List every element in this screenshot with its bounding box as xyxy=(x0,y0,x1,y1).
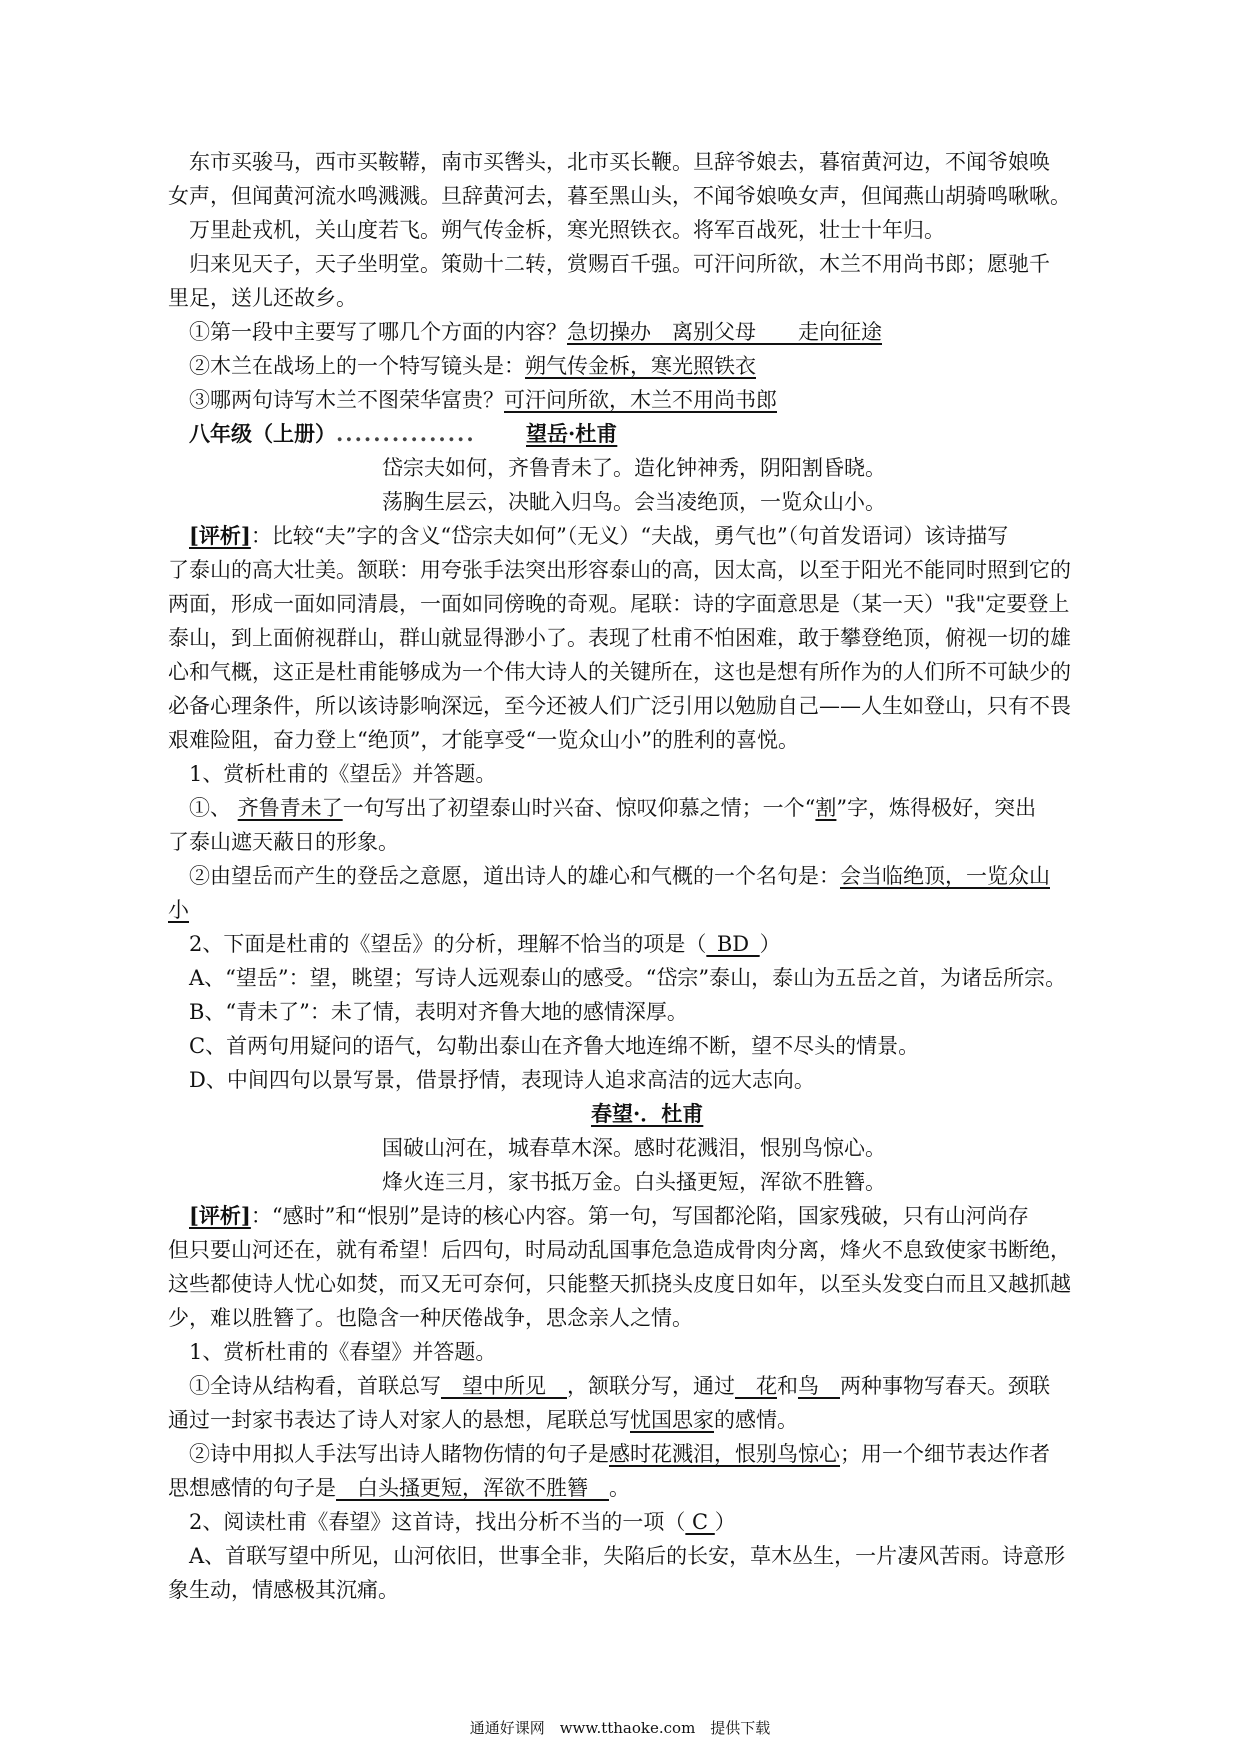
question-prefix: ①、 xyxy=(189,796,231,820)
chunwang-task-1: 1、赏析杜甫的《春望》并答题。 xyxy=(189,1340,497,1364)
wangyue-task-1-q1 xyxy=(189,793,1036,823)
question-text: ③哪两句诗写木兰不图荣华富贵？ xyxy=(189,388,504,412)
poem-line-2: 荡胸生层云，决眦入归鸟。会当凌绝顶，一览众山小。 xyxy=(382,490,886,514)
question-text: ②木兰在战场上的一个特写镜头是： xyxy=(189,354,525,378)
question-text: ，颔联分写，通过 xyxy=(567,1374,735,1398)
question-text: ） xyxy=(714,1510,736,1534)
question-continuation xyxy=(168,1405,798,1435)
analysis-line: 心和气概，这正是杜甫能够成为一个伟大诗人的关键所在，这也是想有所作为的人们所不可缺少的 xyxy=(168,660,1071,684)
answer-text: 齐鲁青未了 xyxy=(237,796,343,820)
answer-text: C xyxy=(685,1510,715,1534)
poem-line-1: 岱宗夫如何，齐鲁青未了。造化钟神秀，阴阳割昏晓。 xyxy=(382,456,886,480)
chunwang-task-1-q1 xyxy=(189,1371,1050,1401)
analysis-line: 但只要山河还在，就有希望！后四句，时局动乱国事危急造成骨肉分离，烽火不息致使家书断绝， xyxy=(168,1238,1071,1262)
question-text: 的感情。 xyxy=(714,1408,798,1432)
question-text: ②由望岳而产生的登岳之意愿，道出诗人的雄心和气概的一个名句是： xyxy=(189,864,840,888)
chunwang-title: 春望·．杜甫 xyxy=(591,1101,704,1126)
question-text: 2、阅读杜甫《春望》这首诗，找出分析不当的一项（ xyxy=(189,1510,686,1534)
analysis-line: 少，难以胜簪了。也隐含一种厌倦战争，思念亲人之情。 xyxy=(168,1306,693,1330)
analysis-line: 这些都使诗人忧心如焚，而又无可奈何，只能整天抓挠头皮度日如年，以至头发变白而且又越抓越 xyxy=(168,1272,1071,1296)
question-text: ①第一段中主要写了哪几个方面的内容？ xyxy=(189,320,567,344)
question-continuation xyxy=(168,1473,630,1503)
analysis-tag: [评析] xyxy=(189,523,251,548)
option-b: B、“青未了”：未了情，表明对齐鲁大地的感情深厚。 xyxy=(189,1000,688,1024)
poem-line-1: 国破山河在，城春草木深。感时花溅泪，恨别鸟惊心。 xyxy=(382,1136,886,1160)
analysis-line: 两面，形成一面如同清晨，一面如同傍晚的奇观。尾联：诗的字面意思是（某一天）"我"定要登上 xyxy=(168,592,1070,616)
mulan-question-3 xyxy=(189,385,777,415)
mulan-paragraph-3: 归来见天子，天子坐明堂。策勋十二转，赏赐百千强。可汗问所欲，木兰不用尚书郎；愿驰千 xyxy=(189,252,1050,276)
mulan-question-2 xyxy=(189,351,756,381)
poem-line-2: 烽火连三月，家书抵万金。白头搔更短，浑欲不胜簪。 xyxy=(382,1170,886,1194)
wangyue-task-1: 1、赏析杜甫的《望岳》并答题。 xyxy=(189,762,497,786)
analysis-tag: [评析] xyxy=(189,1203,251,1228)
option-c: C、首两句用疑问的语气，勾勒出泰山在齐鲁大地连绵不断，望不尽头的情景。 xyxy=(189,1034,920,1058)
question-text: 两种事物写春天。颈联 xyxy=(840,1374,1050,1398)
question-text: 和 xyxy=(777,1374,798,1398)
wangyue-heading xyxy=(189,419,617,449)
poem-title: 望岳·杜甫 xyxy=(526,421,618,446)
question-text: 思想感情的句子是 xyxy=(168,1476,336,1500)
answer-text: _BD_ xyxy=(706,932,760,956)
answer-text: 白头搔更短，浑欲不胜簪 xyxy=(336,1476,609,1500)
answer-text: 会当临绝顶，一览众山 xyxy=(840,864,1050,888)
question-text: ） xyxy=(759,932,781,956)
chunwang-task-1-q2 xyxy=(189,1439,1050,1469)
option-a-cont: 象生动，情感极其沉痛。 xyxy=(168,1578,399,1602)
mulan-question-1 xyxy=(189,317,882,347)
analysis-line: 了泰山的高大壮美。颔联：用夸张手法突出形容泰山的高，因太高，以至于阳光不能同时照到它的 xyxy=(168,558,1071,582)
question-continuation: 了泰山遮天蔽日的形象。 xyxy=(168,830,399,854)
answer-text: 割 xyxy=(815,796,837,820)
question-text: ①全诗从结构看，首联总写 xyxy=(189,1374,441,1398)
answer-text: 可汗问所欲，木兰不用尚书郎 xyxy=(504,388,777,412)
question-text: 通过一封家书表达了诗人对家人的悬想，尾联总写 xyxy=(168,1408,630,1432)
answer-text: 望中所见 xyxy=(441,1374,567,1398)
chunwang-task-2 xyxy=(189,1507,736,1537)
analysis-line: 必备心理条件，所以该诗影响深远，至今还被人们广泛引用以勉励自己——人生如登山，只有不畏 xyxy=(168,694,1071,718)
mulan-paragraph-1-cont: 女声，但闻黄河流水鸣溅溅。旦辞黄河去，暮至黑山头，不闻爷娘唤女声，但闻燕山胡骑鸣啾啾。 xyxy=(168,184,1071,208)
wangyue-analysis xyxy=(189,521,1008,551)
mulan-paragraph-3-cont: 里足，送儿还故乡。 xyxy=(168,286,357,310)
answer-text: 忧国思家 xyxy=(630,1408,714,1432)
option-d: D、中间四句以景写景，借景抒情，表现诗人追求高洁的远大志向。 xyxy=(189,1068,815,1092)
chunwang-analysis xyxy=(189,1201,1029,1231)
answer-text: 朔气传金柝，寒光照铁衣 xyxy=(525,354,756,378)
analysis-text: ：比较“夫”字的含义“岱宗夫如何”（无义）“夫战，勇气也”（句首发语词）该诗描写 xyxy=(250,524,1009,548)
answer-text: 急切操办 离别父母 走向征途 xyxy=(567,320,882,344)
mulan-paragraph-2: 万里赴戎机，关山度若飞。朔气传金柝，寒光照铁衣。将军百战死，壮士十年归。 xyxy=(189,218,945,242)
question-text: ②诗中用拟人手法写出诗人睹物伤情的句子是 xyxy=(189,1442,609,1466)
question-text: 2、下面是杜甫的《望岳》的分析，理解不恰当的项是（ xyxy=(189,932,707,956)
question-text: 一句写出了初望泰山时兴奋、惊叹仰慕之情；一个“ xyxy=(342,796,816,820)
answer-text: 鸟 xyxy=(798,1374,840,1398)
question-text: ；用一个细节表达作者 xyxy=(840,1442,1050,1466)
mulan-paragraph-1: 东市买骏马，西市买鞍鞯，南市买辔头，北市买长鞭。旦辞爷娘去，暮宿黄河边，不闻爷娘唤 xyxy=(189,150,1050,174)
wangyue-task-1-q2 xyxy=(189,861,1050,891)
option-a: A、首联写望中所见，山河依旧，世事全非，失陷后的长安，草木丛生，一片凄风苦雨。诗意形 xyxy=(189,1544,1066,1568)
answer-text: 花 xyxy=(735,1374,777,1398)
analysis-line: 泰山，到上面俯视群山，群山就显得渺小了。表现了杜甫不怕困难，敢于攀登绝顶，俯视一切的雄 xyxy=(168,626,1071,650)
option-a: A、“望岳”：望，眺望；写诗人远观泰山的感受。“岱宗”泰山，泰山为五岳之首，为诸岳所宗。 xyxy=(189,966,1067,990)
page-footer: 通通好课网 www.tthaoke.com 提供下载 xyxy=(469,1719,771,1737)
dot-leader: ............... xyxy=(336,421,476,446)
question-text: 。 xyxy=(609,1476,630,1500)
question-text: ”字，炼得极好，突出 xyxy=(836,796,1037,820)
analysis-line: 艰难险阻，奋力登上“绝顶”，才能享受“一览众山小”的胜利的喜悦。 xyxy=(168,728,799,752)
answer-text: 感时花溅泪，恨别鸟惊心 xyxy=(609,1442,840,1466)
analysis-text: ：“感时”和“恨别”是诗的核心内容。第一句，写国都沦陷，国家残破，只有山河尚存 xyxy=(250,1204,1029,1228)
grade-label: 八年级（上册） xyxy=(189,421,336,446)
answer-continuation: 小 xyxy=(168,898,189,922)
wangyue-task-2 xyxy=(189,929,781,959)
